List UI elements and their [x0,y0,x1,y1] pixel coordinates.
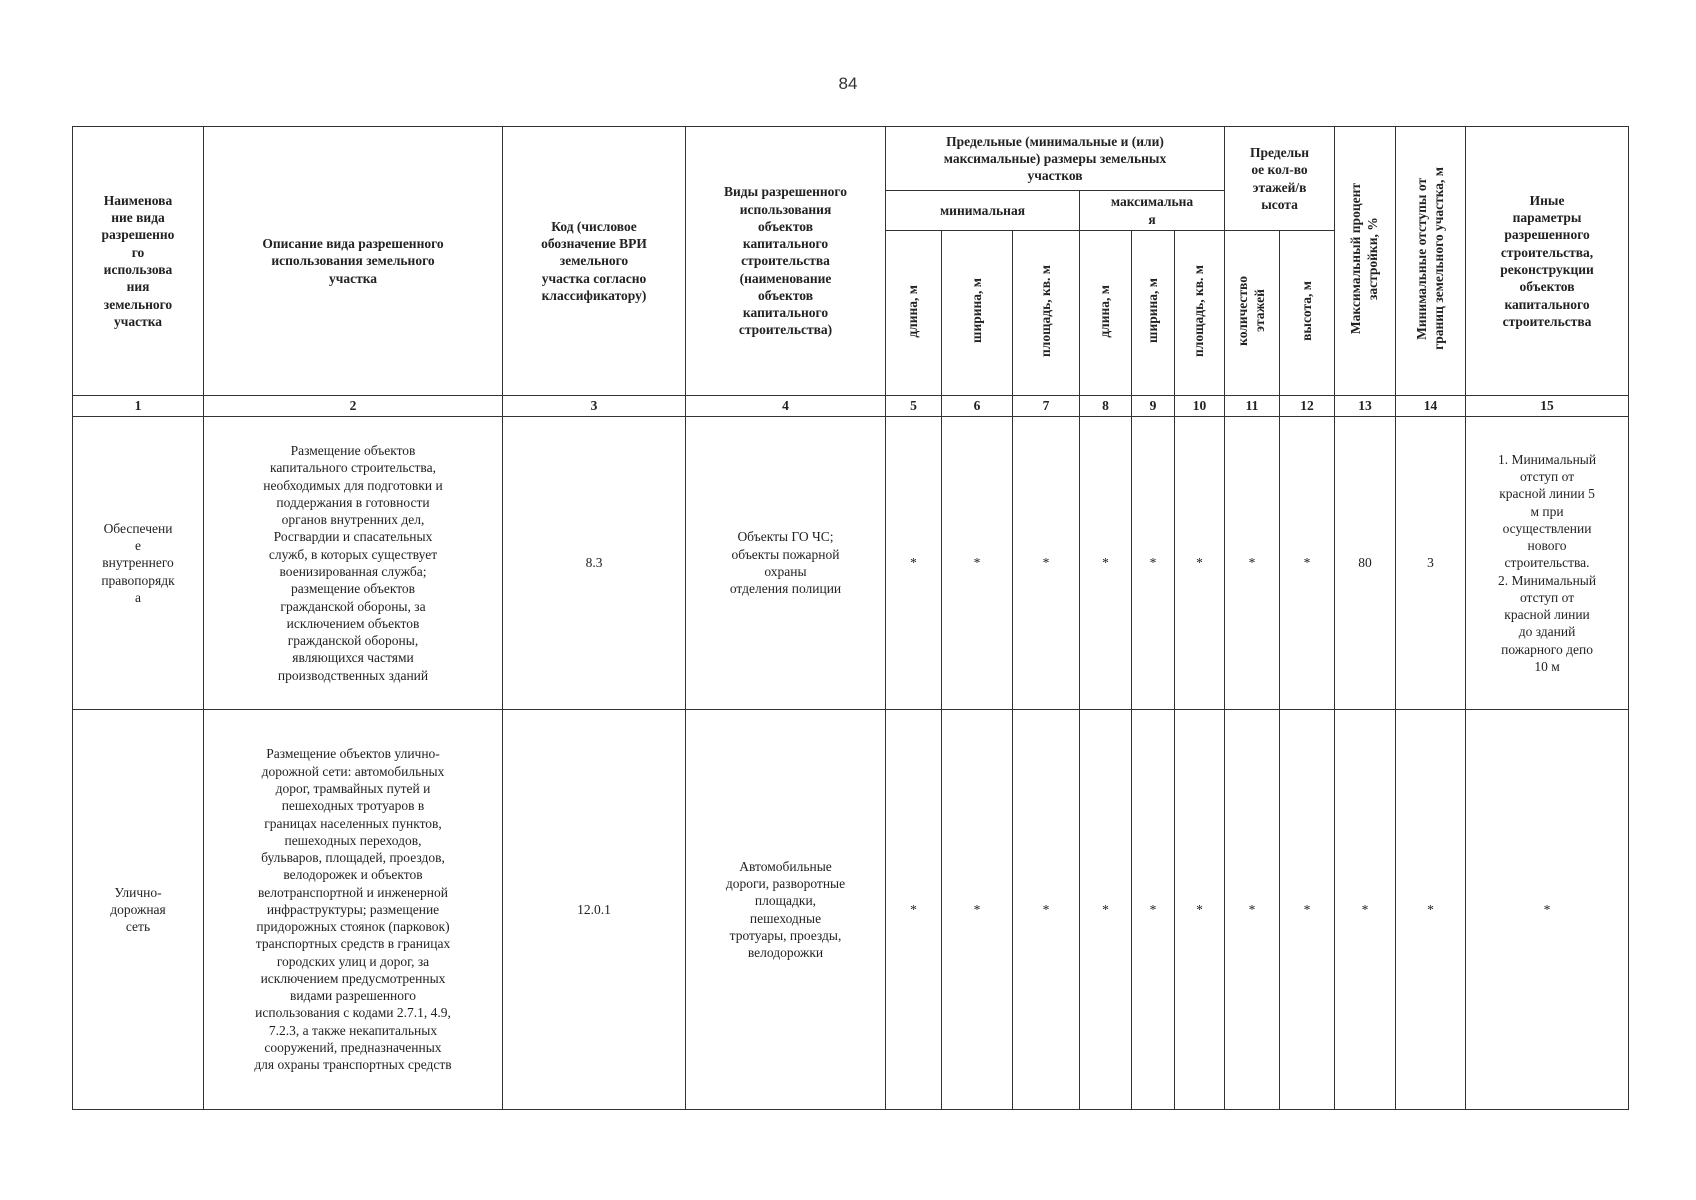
column-number: 11 [1225,396,1280,417]
capital-objects-cell: Объекты ГО ЧС; объекты пожарной охраны отделения полиции [686,417,886,710]
header-max-length-label: длина, м [1097,284,1113,338]
use-name-cell: Обеспечени е внутреннего правопорядк а [73,417,204,710]
capital-objects-cell: Автомобильные дороги, разворотные площадки, пешеходные тротуары, проезды, велодорожки [686,710,886,1110]
header-min-width [942,231,1013,396]
header-max-coverage-label: Максимальный процент застройки, % [1348,183,1381,335]
max-coverage-cell: 80 [1335,417,1396,710]
max-coverage-cell: * [1335,710,1396,1110]
column-number: 5 [886,396,942,417]
table-row [73,417,1629,710]
header-min-length-label: длина, м [905,284,921,338]
header-floor-limits: Предельн ое кол-во этажей/в ысота [1225,127,1335,231]
column-number: 7 [1013,396,1080,417]
header-use-name: Наименова ние вида разрешенно го использова ния земельного участка [73,127,204,396]
min-width-cell: * [942,710,1013,1110]
header-floors-count-label: количество этажей [1235,275,1268,346]
column-number: 10 [1175,396,1225,417]
code-cell: 8.3 [503,417,686,710]
max-width-cell: * [1132,417,1175,710]
table-row [73,710,1629,1110]
min-length-cell: * [886,417,942,710]
column-number: 2 [204,396,503,417]
column-number: 14 [1396,396,1466,417]
use-description-cell: Размещение объектов капитального строительства, необходимых для подготовки и поддержания в готовности органов внутренних дел, Росгвардии и спасательных служб, в которых существует военизированная служба; размещение объектов гражданской обороны, за исключением объектов гражданской обороны, являющихся частями производственных зданий [204,417,503,710]
header-height [1280,231,1335,396]
land-use-regulations-table [72,126,1629,1110]
header-max-coverage [1335,127,1396,396]
column-number: 8 [1080,396,1132,417]
page-number: 84 [838,74,858,93]
column-number: 13 [1335,396,1396,417]
header-height-label: высота, м [1298,280,1314,341]
column-number: 1 [73,396,204,417]
header-min-setback-label: Минимальные отступы от границ земельного участка, м [1413,167,1446,351]
header-min-length [886,231,942,396]
height-cell: * [1280,710,1335,1110]
header-code: Код (числовое обозначение ВРИ земельного участка согласно классификатору) [503,127,686,396]
column-numbers-row [73,396,1629,417]
header-min-area [1013,231,1080,396]
header-min-setback [1396,127,1466,396]
column-number: 9 [1132,396,1175,417]
header-group-max: максимальна я [1080,191,1225,231]
max-area-cell: * [1175,417,1225,710]
column-number: 12 [1280,396,1335,417]
column-number: 15 [1466,396,1629,417]
header-capital-objects: Виды разрешенного использования объектов капитального строительства (наименование объектов капитального строительства) [686,127,886,396]
header-group-min: минимальная [886,191,1080,231]
max-width-cell: * [1132,710,1175,1110]
min-width-cell: * [942,417,1013,710]
max-area-cell: * [1175,710,1225,1110]
code-cell: 12.0.1 [503,710,686,1110]
min-length-cell: * [886,710,942,1110]
header-max-area-label: площадь, кв. м [1191,264,1207,357]
column-number: 6 [942,396,1013,417]
floors-count-cell: * [1225,417,1280,710]
use-description-cell: Размещение объектов улично- дорожной сети: автомобильных дорог, трамвайных путей и пешеходных тротуаров в границах населенных пунктов, пешеходных переходов, бульваров, площадей, проездов, велодорожек и объектов велотранспортной и инженерной инфраструктуры; размещение придорожных стоянок (парковок) транспортных средств в границах городских улиц и дорог, за исключением предусмотренных видами разрешенного использования с кодами 2.7.1, 4.9, 7.2.3, а также некапитальных сооружений, предназначенных для охраны транспортных средств [204,710,503,1110]
header-floors-count [1225,231,1280,396]
use-name-cell: Улично- дорожная сеть [73,710,204,1110]
min-setback-cell: 3 [1396,417,1466,710]
height-cell: * [1280,417,1335,710]
header-max-width [1132,231,1175,396]
header-plot-size-limits: Предельные (минимальные и (или) максимальные) размеры земельных участков [886,127,1225,191]
min-setback-cell: * [1396,710,1466,1110]
other-parameters-cell: * [1466,710,1629,1110]
header-min-area-label: площадь, кв. м [1037,264,1053,357]
header-max-width-label: ширина, м [1144,278,1160,344]
header-min-width-label: ширина, м [968,278,984,344]
column-number: 3 [503,396,686,417]
column-number: 4 [686,396,886,417]
header-max-length [1080,231,1132,396]
min-area-cell: * [1013,417,1080,710]
max-length-cell: * [1080,417,1132,710]
min-area-cell: * [1013,710,1080,1110]
header-other-parameters: Иные параметры разрешенного строительства, реконструкции объектов капитального строительства [1466,127,1629,396]
floors-count-cell: * [1225,710,1280,1110]
header-row-1 [73,127,1629,191]
other-parameters-cell: 1. Минимальный отступ от красной линии 5 м при осуществлении нового строительства. 2. Минимальный отступ от красной линии до зданий пожарного депо 10 м [1466,417,1629,710]
header-use-description: Описание вида разрешенного использования земельного участка [204,127,503,396]
header-max-area [1175,231,1225,396]
max-length-cell: * [1080,710,1132,1110]
